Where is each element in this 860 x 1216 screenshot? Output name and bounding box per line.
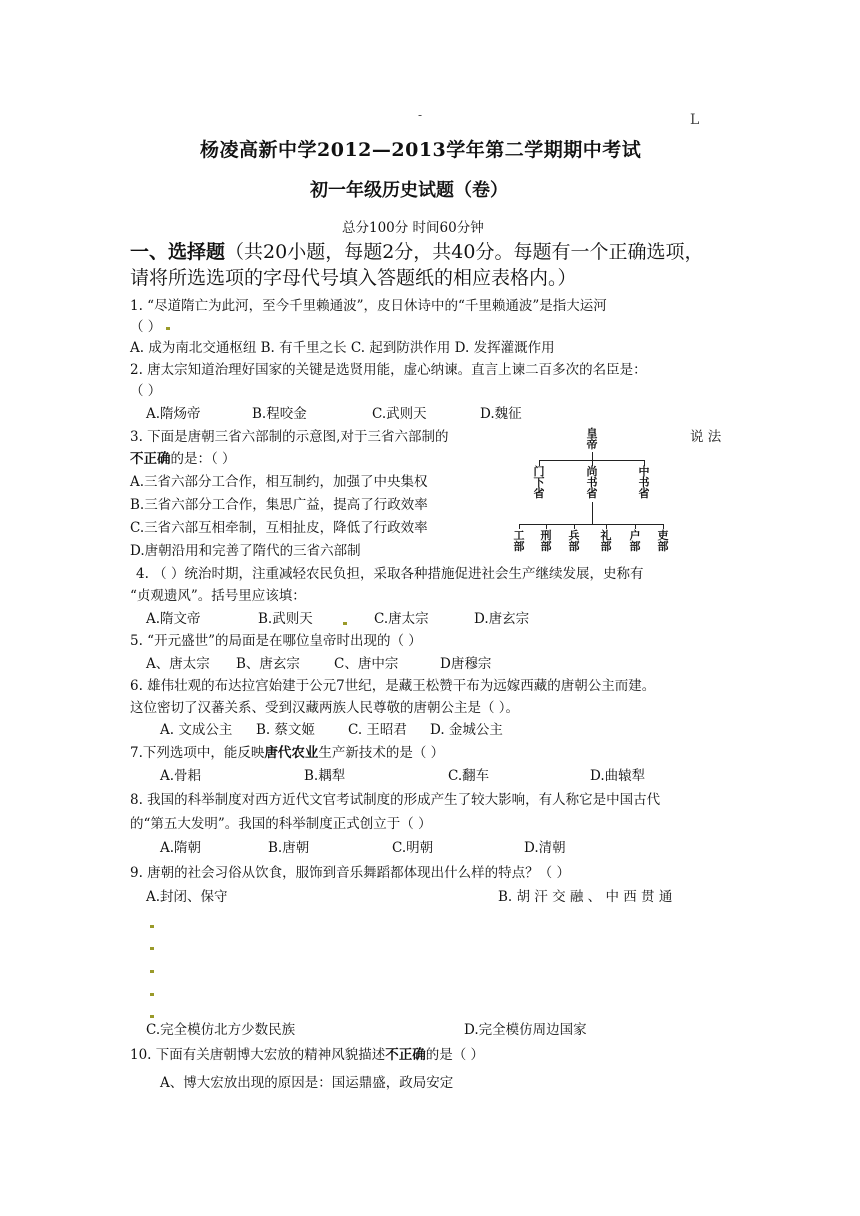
q10-emphasis: 不正确 <box>385 1047 426 1063</box>
q7-stem <box>130 744 444 762</box>
q5-option-d: D唐穆宗 <box>440 656 492 672</box>
q4-option-a: A.隋文帝 <box>146 611 201 627</box>
score-time: 总分100分 时间60分钟 <box>342 220 484 236</box>
q4-stem: 4. （ ）统治时期，注重减轻农民负担，采取各种措施促进社会生产继续发展，史称有 <box>136 566 644 582</box>
q6-option-d: D. 金城公主 <box>430 722 503 738</box>
node-zhongshu: 中书省 <box>638 465 650 500</box>
q8-stem: 8. 我国的科举制度对西方近代文官考试制度的形成产生了较大影响，有人称它是中国古代 <box>130 792 661 808</box>
q4-stem-line2: “贞观遗风”。括号里应该填： <box>130 588 306 604</box>
connector <box>592 452 593 460</box>
q4-option-c: C.唐太宗 <box>374 611 429 627</box>
q2-option-b: B.程咬金 <box>252 406 307 422</box>
q9-stem: 9. 唐朝的社会习俗从饮食，服饰到音乐舞蹈都体现出什么样的特点？（ ） <box>130 865 570 881</box>
q7-option-a: A.骨耜 <box>160 768 202 784</box>
q3-stem-rest: 的是：（ ） <box>170 451 236 467</box>
q5-option-b: B、唐玄宗 <box>236 656 300 672</box>
q5-stem: 5. “开元盛世”的局面是在哪位皇帝时出现的（ ） <box>130 633 422 649</box>
q1-stem: 1. “尽道隋亡为此河，至今千里赖通波”，皮日休诗中的“千里赖通波”是指大运河 <box>130 298 607 314</box>
q10-option-a: A、博大宏放出现的原因是：国运鼎盛，政局安定 <box>160 1075 454 1091</box>
node-libu-rites: 礼部 <box>600 529 612 553</box>
q8-option-c: C.明朝 <box>392 840 434 856</box>
q2-option-a: A.隋炀帝 <box>146 406 201 422</box>
q2-paren: （ ） <box>130 383 162 399</box>
q8-option-b: B.唐朝 <box>268 840 310 856</box>
node-emperor: 皇帝 <box>586 427 598 451</box>
q1-paren: （ ） <box>130 319 162 335</box>
q5-option-c: C、唐中宗 <box>334 656 399 672</box>
speck <box>150 947 154 950</box>
q3-option-d: D.唐朝沿用和完善了隋代的三省六部制 <box>130 543 361 559</box>
q7-option-d: D.曲辕犁 <box>590 768 646 784</box>
speck <box>166 327 170 330</box>
q3-option-c: C.三省六部互相牵制，互相扯皮，降低了行政效率 <box>130 520 428 536</box>
q3-option-a: A.三省六部分工合作，相互制约，加强了中央集权 <box>130 474 428 490</box>
q6-stem: 6. 雄伟壮观的布达拉宫始建于公元7世纪，是藏王松赞干布为远嫁西藏的唐朝公主而建。 <box>130 678 656 694</box>
q10-stem-post: 的是（ ） <box>425 1047 485 1063</box>
q5-option-a: A、唐太宗 <box>146 656 210 672</box>
speck <box>150 993 154 996</box>
q3-option-b: B.三省六部分工合作，集思广益，提高了行政效率 <box>130 497 428 513</box>
speck <box>343 622 347 625</box>
section-heading: 一、选择题 <box>130 241 226 263</box>
three-departments-diagram <box>508 426 680 552</box>
q8-option-a: A.隋朝 <box>160 840 202 856</box>
node-shangshu: 尚书省 <box>586 465 598 500</box>
node-libu-personnel: 吏部 <box>657 529 669 553</box>
section-line2: 请将所选选项的字母代号填入答题纸的相应表格内。） <box>130 267 577 289</box>
q4-option-b: B.武则天 <box>258 611 313 627</box>
stray-mark: ‑ <box>418 108 423 122</box>
node-menxia: 门下省 <box>533 465 545 500</box>
connector <box>592 502 593 524</box>
q7-option-b: B.耦犁 <box>304 768 346 784</box>
q9-option-b: B. 胡 汗 交 融 、 中 西 贯 通 <box>498 889 673 905</box>
q9-option-c: C.完全模仿北方少数民族 <box>146 1022 296 1038</box>
section-line1: （共20小题，每题2分，共40分。每题有一个正确选项， <box>225 241 704 263</box>
q6-option-a: A. 文成公主 <box>160 722 233 738</box>
connector <box>519 524 664 525</box>
q9-option-d: D.完全模仿周边国家 <box>464 1022 587 1038</box>
q7-option-c: C.翻车 <box>448 768 490 784</box>
q2-option-d: D.魏征 <box>480 406 522 422</box>
stray-mark: L <box>690 112 700 128</box>
q3-emphasis: 不正确 <box>130 451 171 467</box>
q6-option-c: C. 王昭君 <box>348 722 407 738</box>
q6-stem-line2: 这位密切了汉蕃关系、受到汉藏两族人民尊敬的唐朝公主是（ ）。 <box>130 700 520 716</box>
node-bingbu: 兵部 <box>568 529 580 553</box>
q4-option-d: D.唐玄宗 <box>474 611 530 627</box>
node-gongbu: 工部 <box>513 529 525 553</box>
q3-stem-line2 <box>130 450 236 468</box>
q7-stem-pre: 7.下列选项中，能反映 <box>130 745 265 761</box>
node-xingbu: 刑部 <box>540 529 552 553</box>
node-hubu: 户部 <box>629 529 641 553</box>
q7-emphasis: 唐代农业 <box>264 745 319 761</box>
q7-stem-post: 生产新技术的是（ ） <box>318 745 445 761</box>
q6-option-b: B. 蔡文姬 <box>256 722 316 738</box>
exam-title: 杨凌高新中学2012—2013学年第二学期期中考试 <box>200 139 642 161</box>
speck <box>150 925 154 928</box>
q3-stem: 3. 下面是唐朝三省六部制的示意图,对于三省六部制的 <box>130 429 449 445</box>
q2-option-c: C.武则天 <box>372 406 427 422</box>
speck <box>150 1015 154 1018</box>
exam-subtitle: 初一年级历史试题（卷） <box>310 180 508 201</box>
q3-stem-tail: 说 法 <box>690 429 722 445</box>
q10-stem <box>130 1046 484 1064</box>
q2-stem: 2. 唐太宗知道治理好国家的关键是选贤用能，虚心纳谏。直言上谏二百多次的名臣是： <box>130 362 647 378</box>
section-instructions <box>130 240 703 264</box>
q10-stem-pre: 10. 下面有关唐朝博大宏放的精神风貌描述 <box>130 1047 386 1063</box>
q9-option-a: A.封闭、保守 <box>146 889 228 905</box>
q1-options: A. 成为南北交通枢纽 B. 有千里之长 C. 起到防洪作用 D. 发挥灌溉作用 <box>130 340 555 356</box>
q8-option-d: D.清朝 <box>524 840 566 856</box>
q8-stem-line2: 的“第五大发明”。我国的科举制度正式创立于（ ） <box>130 816 432 832</box>
speck <box>150 970 154 973</box>
